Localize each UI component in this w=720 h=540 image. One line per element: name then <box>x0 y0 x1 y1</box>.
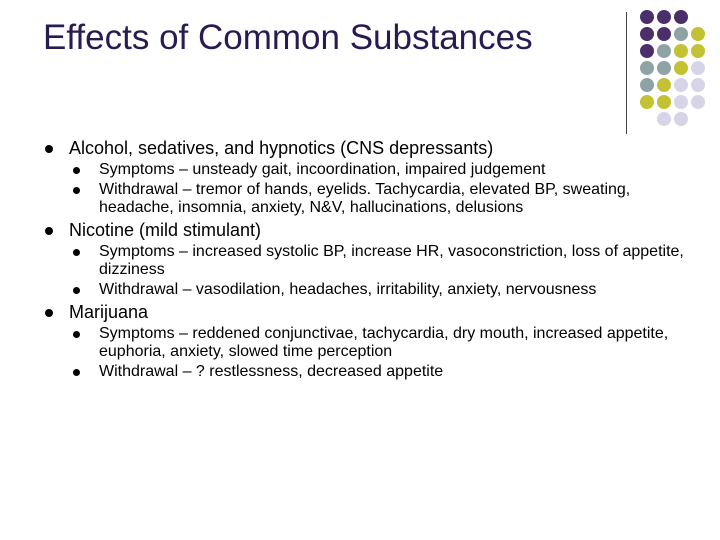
decorative-dot-grid <box>640 10 708 129</box>
sub-bullet-item <box>69 243 695 279</box>
bullet-item-label: Marijuana <box>69 302 149 322</box>
bullet-item-marijuana <box>45 301 695 381</box>
bullet-list <box>45 137 695 381</box>
decorative-dot <box>657 78 671 92</box>
slide-title: Effects of Common Substances <box>43 18 533 57</box>
decorative-dot <box>640 10 654 24</box>
bullet-item-alcohol <box>45 137 695 217</box>
decorative-dot <box>657 27 671 41</box>
decorative-dot <box>640 44 654 58</box>
decorative-dot <box>640 78 654 92</box>
bullet-icon <box>73 331 80 338</box>
sub-bullet-label: Symptoms – reddened conjunctivae, tachycardia, dry mouth, increased appetite, euphoria, anxiety, slowed time perception <box>99 325 669 360</box>
decorative-dot <box>674 95 688 109</box>
sub-bullet-label: Symptoms – increased systolic BP, increase HR, vasoconstriction, loss of appetite, dizziness <box>99 243 684 278</box>
bullet-icon <box>73 167 80 174</box>
decorative-dot <box>674 10 688 24</box>
decorative-dot <box>691 27 705 41</box>
decorative-dot <box>674 27 688 41</box>
sub-bullet-label: Withdrawal – ? restlessness, decreased appetite <box>99 363 444 380</box>
bullet-item-nicotine <box>45 219 695 299</box>
sub-bullet-label: Withdrawal – tremor of hands, eyelids. Tachycardia, elevated BP, sweating, headache, insomnia, anxiety, N&V, hallucinations, delusions <box>99 181 631 216</box>
decorative-dot <box>674 112 688 126</box>
sub-bullet-item <box>69 281 695 299</box>
bullet-icon <box>45 227 53 235</box>
decorative-dot <box>640 95 654 109</box>
bullet-icon <box>73 287 80 294</box>
decorative-dot <box>691 44 705 58</box>
bullet-icon <box>45 309 53 317</box>
decorative-dot <box>657 61 671 75</box>
decorative-dot <box>691 61 705 75</box>
bullet-icon <box>45 145 53 153</box>
sub-bullet-label: Symptoms – unsteady gait, incoordination, impaired judgement <box>99 161 546 178</box>
decorative-dot <box>657 112 671 126</box>
bullet-icon <box>73 369 80 376</box>
bullet-icon <box>73 187 80 194</box>
bullet-item-label: Nicotine (mild stimulant) <box>69 220 262 240</box>
sub-bullet-item <box>69 181 695 217</box>
decorative-dot <box>691 95 705 109</box>
bullet-item-label: Alcohol, sedatives, and hypnotics (CNS depressants) <box>69 138 494 158</box>
decorative-dot <box>674 44 688 58</box>
decorative-dot <box>691 78 705 92</box>
decorative-dot <box>657 10 671 24</box>
decorative-dot <box>674 61 688 75</box>
vertical-divider-line <box>626 12 627 134</box>
bullet-icon <box>73 249 80 256</box>
decorative-dot <box>640 112 654 126</box>
decorative-dot <box>674 78 688 92</box>
decorative-dot <box>657 95 671 109</box>
decorative-dot <box>640 27 654 41</box>
decorative-dot <box>657 44 671 58</box>
sub-bullet-item <box>69 161 695 179</box>
sub-bullet-item <box>69 325 695 361</box>
decorative-dot <box>691 112 705 126</box>
decorative-dot <box>640 61 654 75</box>
sub-bullet-item <box>69 363 695 381</box>
decorative-dot <box>691 10 705 24</box>
sub-bullet-label: Withdrawal – vasodilation, headaches, irritability, anxiety, nervousness <box>99 281 597 298</box>
